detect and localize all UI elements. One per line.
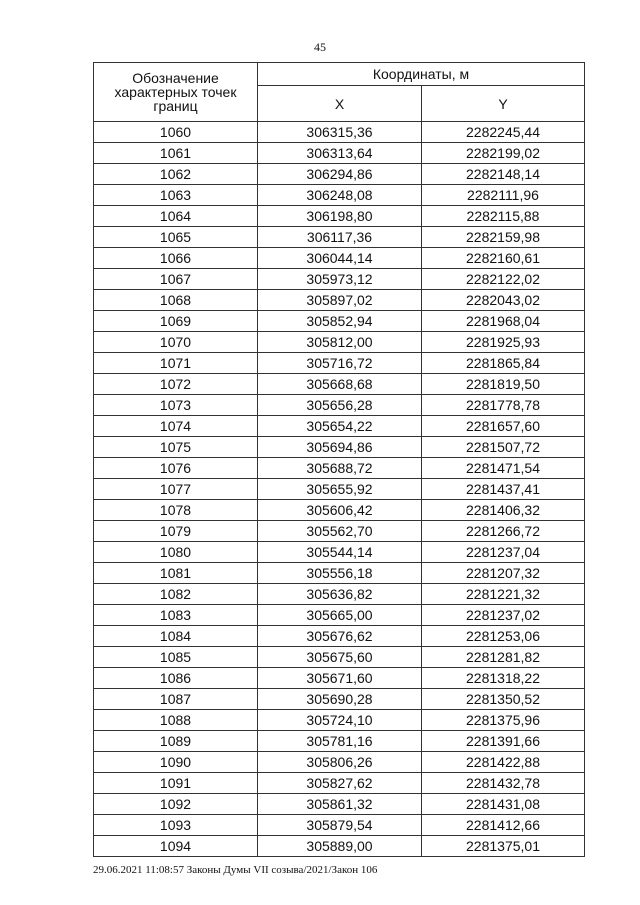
point-id-cell: 1071: [94, 353, 258, 374]
table-row: [94, 479, 585, 500]
table-row: [94, 563, 585, 584]
x-coordinate-cell: 305606,42: [258, 500, 422, 521]
footer-note: 29.06.2021 11:08:57 Законы Думы VII созыва/2021/Закон 106: [93, 864, 378, 876]
y-coordinate-cell: 2282122,02: [422, 269, 585, 290]
x-coordinate-cell: 305655,92: [258, 479, 422, 500]
table-row: [94, 353, 585, 374]
x-coordinate-cell: 305724,10: [258, 710, 422, 731]
point-id-cell: 1078: [94, 500, 258, 521]
x-coordinate-cell: 305852,94: [258, 311, 422, 332]
table-row: [94, 248, 585, 269]
page-number: 45: [314, 40, 326, 54]
y-coordinate-cell: 2281412,66: [422, 815, 585, 836]
x-coordinate-cell: 305827,62: [258, 773, 422, 794]
table-row: [94, 374, 585, 395]
point-id-cell: 1064: [94, 206, 258, 227]
table-row: [94, 458, 585, 479]
table-row: [94, 416, 585, 437]
x-coordinate-cell: 305676,62: [258, 626, 422, 647]
x-coordinate-cell: 306248,08: [258, 185, 422, 206]
y-coordinate-cell: 2282160,61: [422, 248, 585, 269]
table-row: [94, 794, 585, 815]
y-coordinate-cell: 2281471,54: [422, 458, 585, 479]
x-coordinate-cell: 305562,70: [258, 521, 422, 542]
table-row: [94, 710, 585, 731]
point-id-cell: 1093: [94, 815, 258, 836]
y-coordinate-cell: 2282159,98: [422, 227, 585, 248]
table-row: [94, 122, 585, 143]
y-coordinate-cell: 2281406,32: [422, 500, 585, 521]
table-header: [94, 63, 585, 122]
point-id-cell: 1086: [94, 668, 258, 689]
header-coordinates: Координаты, м: [258, 63, 585, 86]
x-coordinate-cell: 305556,18: [258, 563, 422, 584]
coordinates-table: [93, 62, 585, 857]
table-row: [94, 605, 585, 626]
y-coordinate-cell: 2281819,50: [422, 374, 585, 395]
point-id-cell: 1072: [94, 374, 258, 395]
table-row: [94, 689, 585, 710]
x-coordinate-cell: 305636,82: [258, 584, 422, 605]
header-y: Y: [422, 86, 585, 122]
point-id-cell: 1079: [94, 521, 258, 542]
point-id-cell: 1069: [94, 311, 258, 332]
point-id-cell: 1081: [94, 563, 258, 584]
point-id-cell: 1068: [94, 290, 258, 311]
table-row: [94, 332, 585, 353]
x-coordinate-cell: 306117,36: [258, 227, 422, 248]
y-coordinate-cell: 2282111,96: [422, 185, 585, 206]
point-id-cell: 1077: [94, 479, 258, 500]
x-coordinate-cell: 306294,86: [258, 164, 422, 185]
point-id-cell: 1074: [94, 416, 258, 437]
x-coordinate-cell: 306044,14: [258, 248, 422, 269]
point-id-cell: 1073: [94, 395, 258, 416]
point-id-cell: 1094: [94, 836, 258, 857]
y-coordinate-cell: 2281207,32: [422, 563, 585, 584]
table-row: [94, 185, 585, 206]
x-coordinate-cell: 306313,64: [258, 143, 422, 164]
point-id-cell: 1083: [94, 605, 258, 626]
x-coordinate-cell: 305656,28: [258, 395, 422, 416]
point-id-cell: 1089: [94, 731, 258, 752]
point-id-cell: 1092: [94, 794, 258, 815]
y-coordinate-cell: 2281507,72: [422, 437, 585, 458]
x-coordinate-cell: 305861,32: [258, 794, 422, 815]
y-coordinate-cell: 2282043,02: [422, 290, 585, 311]
x-coordinate-cell: 305694,86: [258, 437, 422, 458]
table-row: [94, 311, 585, 332]
y-coordinate-cell: 2281266,72: [422, 521, 585, 542]
y-coordinate-cell: 2281221,32: [422, 584, 585, 605]
table-row: [94, 752, 585, 773]
point-id-cell: 1090: [94, 752, 258, 773]
table-body: [94, 122, 585, 857]
point-id-cell: 1062: [94, 164, 258, 185]
point-id-cell: 1061: [94, 143, 258, 164]
y-coordinate-cell: 2281281,82: [422, 647, 585, 668]
table-row: [94, 290, 585, 311]
x-coordinate-cell: 305668,68: [258, 374, 422, 395]
y-coordinate-cell: 2281778,78: [422, 395, 585, 416]
y-coordinate-cell: 2281865,84: [422, 353, 585, 374]
y-coordinate-cell: 2281237,02: [422, 605, 585, 626]
table-row: [94, 584, 585, 605]
y-coordinate-cell: 2281437,41: [422, 479, 585, 500]
table-row: [94, 500, 585, 521]
x-coordinate-cell: 305544,14: [258, 542, 422, 563]
table-row: [94, 731, 585, 752]
table-row: [94, 836, 585, 857]
point-id-cell: 1085: [94, 647, 258, 668]
x-coordinate-cell: 305889,00: [258, 836, 422, 857]
x-coordinate-cell: 305879,54: [258, 815, 422, 836]
table-row: [94, 164, 585, 185]
point-id-cell: 1082: [94, 584, 258, 605]
y-coordinate-cell: 2281422,88: [422, 752, 585, 773]
x-coordinate-cell: 305806,26: [258, 752, 422, 773]
y-coordinate-cell: 2281237,04: [422, 542, 585, 563]
point-id-cell: 1087: [94, 689, 258, 710]
x-coordinate-cell: 305716,72: [258, 353, 422, 374]
table-row: [94, 647, 585, 668]
x-coordinate-cell: 305897,02: [258, 290, 422, 311]
y-coordinate-cell: 2281657,60: [422, 416, 585, 437]
y-coordinate-cell: 2281968,04: [422, 311, 585, 332]
header-point-name: Обозначение характерных точек границ: [94, 63, 258, 122]
point-id-cell: 1080: [94, 542, 258, 563]
table-row: [94, 773, 585, 794]
point-id-cell: 1084: [94, 626, 258, 647]
y-coordinate-cell: 2281925,93: [422, 332, 585, 353]
point-id-cell: 1063: [94, 185, 258, 206]
y-coordinate-cell: 2282199,02: [422, 143, 585, 164]
table-row: [94, 542, 585, 563]
table-row: [94, 395, 585, 416]
point-id-cell: 1060: [94, 122, 258, 143]
y-coordinate-cell: 2281432,78: [422, 773, 585, 794]
x-coordinate-cell: 305675,60: [258, 647, 422, 668]
table-row: [94, 269, 585, 290]
table-row: [94, 143, 585, 164]
table-row: [94, 815, 585, 836]
point-id-cell: 1076: [94, 458, 258, 479]
x-coordinate-cell: 305973,12: [258, 269, 422, 290]
x-coordinate-cell: 305781,16: [258, 731, 422, 752]
y-coordinate-cell: 2282245,44: [422, 122, 585, 143]
x-coordinate-cell: 305688,72: [258, 458, 422, 479]
x-coordinate-cell: 305690,28: [258, 689, 422, 710]
y-coordinate-cell: 2281375,01: [422, 836, 585, 857]
table-row: [94, 227, 585, 248]
table-row: [94, 668, 585, 689]
y-coordinate-cell: 2281350,52: [422, 689, 585, 710]
point-id-cell: 1066: [94, 248, 258, 269]
table-row: [94, 437, 585, 458]
x-coordinate-cell: 305665,00: [258, 605, 422, 626]
x-coordinate-cell: 305671,60: [258, 668, 422, 689]
x-coordinate-cell: 306315,36: [258, 122, 422, 143]
y-coordinate-cell: 2281391,66: [422, 731, 585, 752]
x-coordinate-cell: 305812,00: [258, 332, 422, 353]
y-coordinate-cell: 2281318,22: [422, 668, 585, 689]
y-coordinate-cell: 2282148,14: [422, 164, 585, 185]
y-coordinate-cell: 2281375,96: [422, 710, 585, 731]
point-id-cell: 1091: [94, 773, 258, 794]
header-x: X: [258, 86, 422, 122]
y-coordinate-cell: 2281431,08: [422, 794, 585, 815]
table-row: [94, 206, 585, 227]
x-coordinate-cell: 305654,22: [258, 416, 422, 437]
point-id-cell: 1075: [94, 437, 258, 458]
y-coordinate-cell: 2281253,06: [422, 626, 585, 647]
x-coordinate-cell: 306198,80: [258, 206, 422, 227]
table-row: [94, 626, 585, 647]
point-id-cell: 1065: [94, 227, 258, 248]
point-id-cell: 1070: [94, 332, 258, 353]
point-id-cell: 1067: [94, 269, 258, 290]
point-id-cell: 1088: [94, 710, 258, 731]
table-row: [94, 521, 585, 542]
y-coordinate-cell: 2282115,88: [422, 206, 585, 227]
